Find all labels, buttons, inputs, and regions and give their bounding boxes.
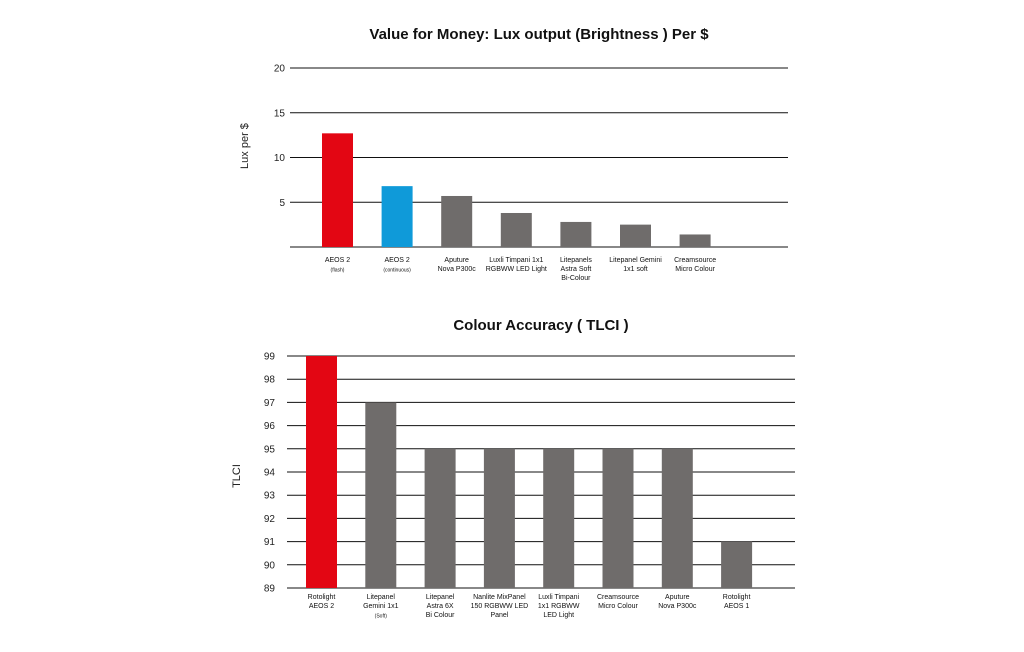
bar [484,449,515,588]
x-category-label: Nova P300c [437,266,476,273]
x-category-note: (flash) [330,267,345,274]
y-tick-label: 91 [263,537,275,549]
x-category-label: Creamsource [674,257,717,264]
x-category-label: Nova P300c [658,603,697,610]
x-category-label: Astra 6X [426,603,454,610]
bar [322,133,353,247]
bar [603,449,634,588]
bar [306,356,337,588]
x-category-label: Litepanel Gemini [609,257,662,264]
x-category-label: Litepanel [366,594,396,601]
bar [425,449,456,588]
y-tick-label: 95 [263,444,275,456]
x-category-label: AEOS 2 [324,257,351,264]
x-category-label: LED Light [543,612,575,619]
x-category-label: Micro Colour [675,266,715,273]
x-category-label: Panel [490,612,509,619]
y-tick-label: 20 [273,63,285,75]
y-tick-label: 15 [273,108,285,120]
x-category-note: (continuous) [383,267,411,274]
x-category-label: Aputure [665,594,690,601]
x-category-note: (Soft) [374,613,387,620]
bar [382,186,413,247]
y-tick-label: 99 [263,351,275,363]
bar [543,449,574,588]
y-tick-label: 96 [263,421,275,433]
y-tick-label: 90 [263,560,275,572]
y-tick-label: 10 [273,153,285,164]
x-category-label: Bi Colour [425,612,455,619]
x-category-label: RGBWW LED Light [485,266,547,273]
x-category-label: Luxli Timpani 1x1 [489,257,544,264]
bar [680,234,711,247]
lux-per-dollar-chart [239,26,788,282]
x-category-label: Astra Soft [560,266,592,273]
y-tick-label: 5 [279,197,285,209]
x-category-label: 1x1 RGBWW [537,603,580,610]
x-category-label: AEOS 2 [308,603,335,610]
x-category-label: 1x1 soft [623,266,648,273]
x-category-label: Nanlite MixPanel [473,594,526,601]
y-axis-label: TLCI [231,464,243,488]
x-category-label: Litepanel [425,594,455,601]
bar [560,222,591,247]
x-category-label: AEOS 1 [723,603,750,610]
y-tick-label: 92 [263,513,275,525]
bar [501,213,532,247]
y-tick-label: 97 [263,397,275,409]
x-category-label: 150 RGBWW LED [470,603,529,610]
x-category-label: Litepanels [559,257,592,264]
bar [441,196,472,247]
y-tick-label: 93 [263,490,275,502]
x-category-label: Creamsource [596,594,640,601]
x-category-label: Luxli Timpani [538,594,580,601]
y-tick-label: 89 [263,583,275,595]
x-category-label: Gemini 1x1 [363,603,399,610]
chart-title: Value for Money: Lux output (Brightness ) Per $ [369,26,709,43]
x-category-label: Bi-Colour [561,275,591,282]
bar [721,542,752,588]
x-category-label: Aputure [444,257,469,264]
x-category-label: AEOS 2 [384,257,410,264]
bar [365,402,396,588]
x-category-label: Rotolight [722,594,751,601]
chart-title: Colour Accuracy ( TLCI ) [453,317,629,334]
bar [620,225,651,247]
y-tick-label: 94 [263,467,275,479]
y-tick-label: 98 [263,374,275,386]
x-category-label: Micro Colour [598,603,638,610]
bar [662,449,693,588]
x-category-label: Rotolight [307,594,336,601]
tlci-chart [231,317,795,620]
y-axis-label: Lux per $ [239,123,251,169]
